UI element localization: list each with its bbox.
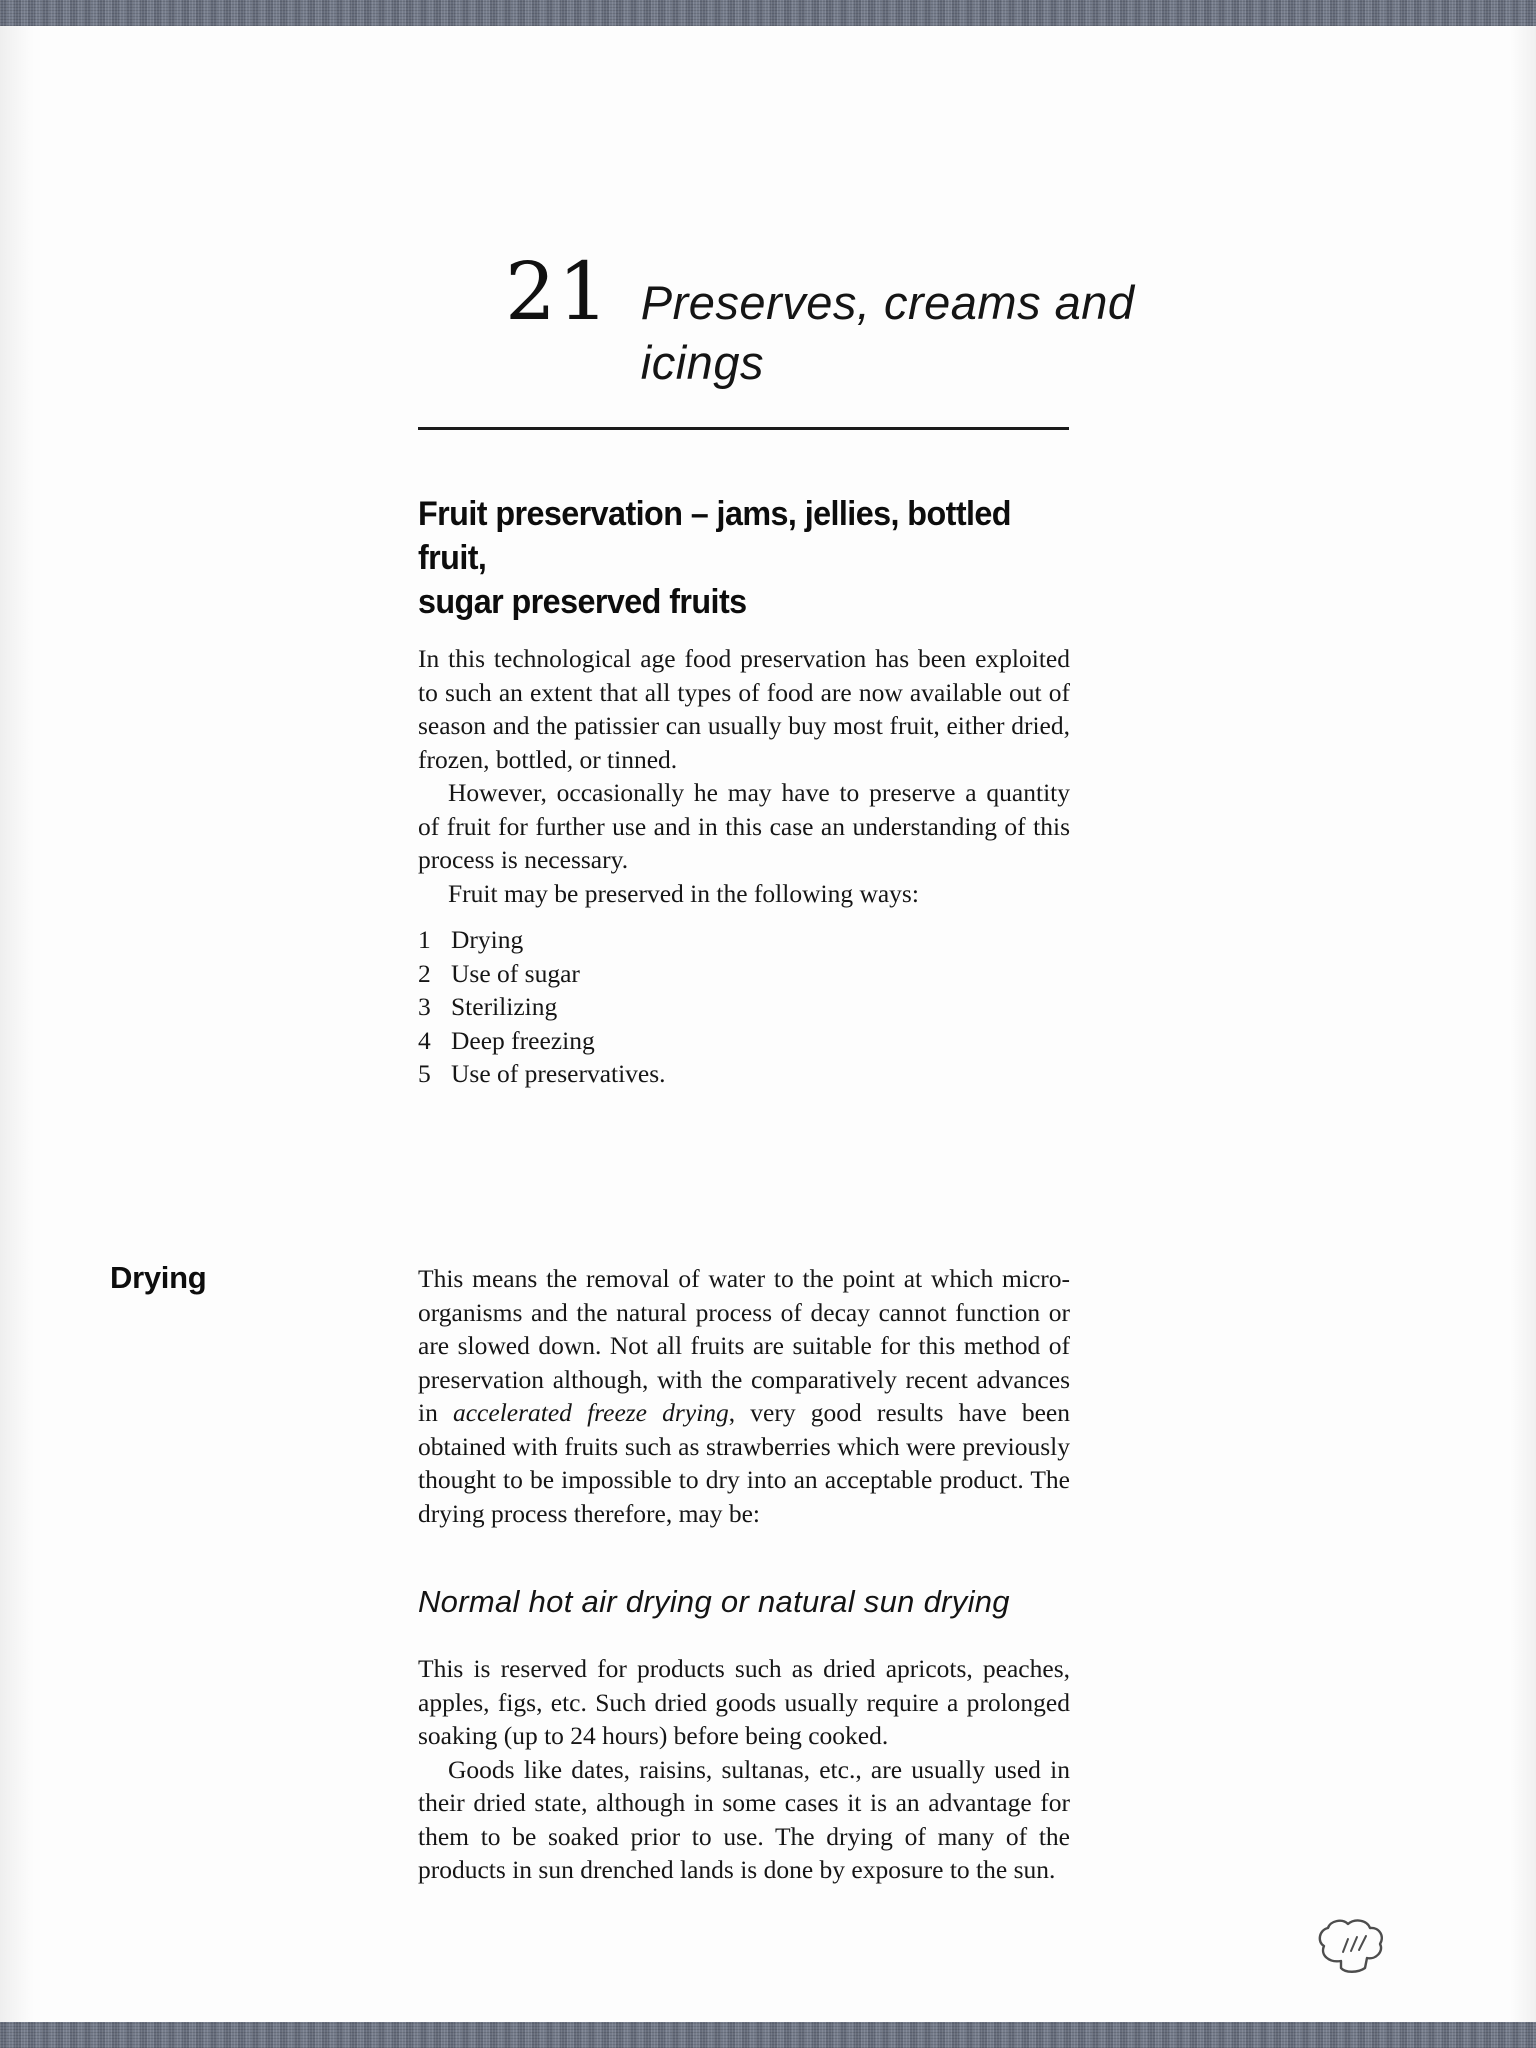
book-cover-edge-bottom — [0, 2022, 1536, 2048]
sidebar-heading-drying: Drying — [110, 1260, 207, 1295]
page-edge-shadow-right — [1510, 26, 1536, 2022]
paragraph: This is reserved for products such as dried apricots, peaches, apples, figs, etc. Such dried goods usually require a prolonged soaking (up to 24 hours) before being cooked. — [418, 1654, 1070, 1750]
list-item-label: Use of sugar — [451, 958, 580, 988]
paragraph-text: , very good results have been obtained with fruits such as strawberries which were previously thought to be impossible to dry into an acceptable product. The drying process therefore, may be: — [418, 1398, 1070, 1528]
list-item — [418, 990, 1070, 1024]
page-edge-shadow-left — [0, 26, 34, 2022]
list-item — [418, 957, 1070, 991]
list-item-number: 4 — [418, 1025, 431, 1055]
preservation-methods-list — [418, 923, 1070, 1091]
subheading-sun-drying: Normal hot air drying or natural sun drying — [418, 1584, 1010, 1619]
list-item-label: Use of preservatives. — [451, 1059, 666, 1088]
list-item-label: Drying — [451, 925, 524, 954]
book-cover-edge-top — [0, 0, 1536, 26]
chef-hat-icon — [1314, 1916, 1392, 1985]
list-item-label: Sterilizing — [451, 992, 558, 1021]
paragraph: In this technological age food preservation has been exploited to such an extent that all types of food are now available out of season and the patissier can usually buy most fruit, either dried, frozen, bottled, or tinned. — [418, 644, 1070, 774]
section-heading — [418, 492, 1083, 624]
chapter-number: 21 — [505, 245, 611, 338]
list-item-label: Deep freezing — [451, 1025, 595, 1055]
list-item — [418, 1024, 1070, 1058]
section-heading-line-1: Fruit preservation – jams, jellies, bottled fruit, — [418, 495, 1011, 577]
drying-body-block — [418, 1652, 1070, 1887]
paragraph: Fruit may be preserved in the following ways: — [448, 878, 919, 908]
list-item-number: 5 — [418, 1059, 431, 1088]
chapter-title — [611, 273, 1135, 393]
list-item — [418, 1057, 1070, 1091]
intro-text-block — [418, 642, 1070, 1091]
paragraph: However, occasionally he may have to preserve a quantity of fruit for further use and in this case an understanding of this process is necessary. — [418, 778, 1070, 874]
list-item — [418, 923, 1070, 957]
list-item-number: 3 — [418, 992, 431, 1021]
chapter-heading-rule — [418, 427, 1069, 430]
chapter-title-line-1: Preserves, creams and — [640, 276, 1135, 329]
drying-paragraph-block — [418, 1262, 1070, 1530]
chapter-title-line-2: icings — [640, 336, 764, 389]
section-heading-line-2: sugar preserved fruits — [418, 583, 747, 621]
chapter-heading — [505, 245, 1135, 393]
paragraph-text: This means the removal of water to the point at which micro-organisms and the natural process of decay cannot function or are slowed down. Not all fruits are suitable for this method of preservation although, with the comparatively recent advances in — [418, 1264, 1070, 1427]
italic-phrase: accelerated freeze drying — [452, 1398, 729, 1427]
paragraph — [418, 1262, 1070, 1530]
paragraph: Goods like dates, raisins, sultanas, etc., are usually used in their dried state, although in some cases it is an advantage for them to be soaked prior to use. The drying of many of the products in sun drenched lands is done by exposure to the sun. — [418, 1754, 1070, 1884]
list-item-number: 1 — [418, 925, 431, 954]
list-item-number: 2 — [418, 958, 431, 988]
